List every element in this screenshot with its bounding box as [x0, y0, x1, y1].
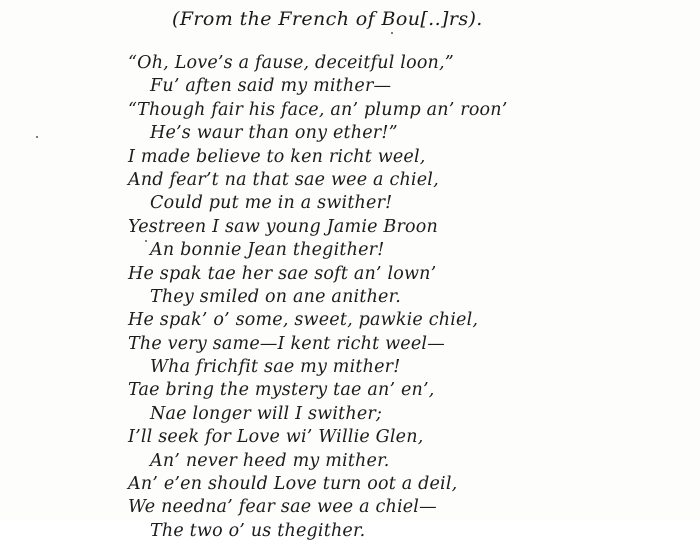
poem-body [128, 52, 508, 543]
poem-line: We needna’ fear sae wee a chiel— [128, 497, 437, 518]
poem-line: Wha frichfit sae my mither! [150, 357, 401, 378]
poem-line: They smiled on ane anither. [150, 286, 401, 307]
poem-line: Could put me in a swither! [150, 193, 393, 214]
poem-line: “Oh, Love’s a fause, deceitful loon,” [128, 53, 454, 73]
poem-line: An bonnie Jean thegither! [150, 240, 385, 261]
poem-line: Yestreen I saw young Jamie Broon [128, 216, 439, 237]
scan-speck [36, 136, 38, 138]
poem-line: Tae bring the mystery tae an’ en’, [128, 380, 435, 401]
poem-line: The very same—I kent richt weel— [128, 333, 445, 354]
poem-line: He spak tae her sae soft an’ lown’ [128, 263, 437, 284]
poem-attribution-heading: (From the French of Bou[..]rs). [172, 8, 483, 30]
poem-line: He spak’ o’ some, sweet, pawkie chiel, [128, 310, 479, 331]
scan-speck [145, 240, 147, 242]
poem-line: I’ll seek for Love wi’ Willie Glen, [128, 427, 424, 448]
poem-line: “Though fair his face, an’ plump an’ roon’ [128, 99, 508, 120]
poem-line: An’ e’en should Love turn oot a deil, [128, 474, 458, 495]
scan-speck [391, 32, 393, 34]
poem-line: The two o’ us thegither. [150, 520, 366, 541]
poem-line: An’ never heed my mither. [150, 450, 390, 471]
poem-line: He’s waur than ony ether!” [150, 123, 398, 144]
poem-line: Fu’ aften said my mither— [150, 76, 392, 97]
poem-line: I made believe to ken richt weel, [128, 146, 426, 167]
poem-line: Nae longer will I swither; [150, 403, 383, 424]
poem-line: And fear’t na that sae wee a chiel, [128, 169, 439, 190]
